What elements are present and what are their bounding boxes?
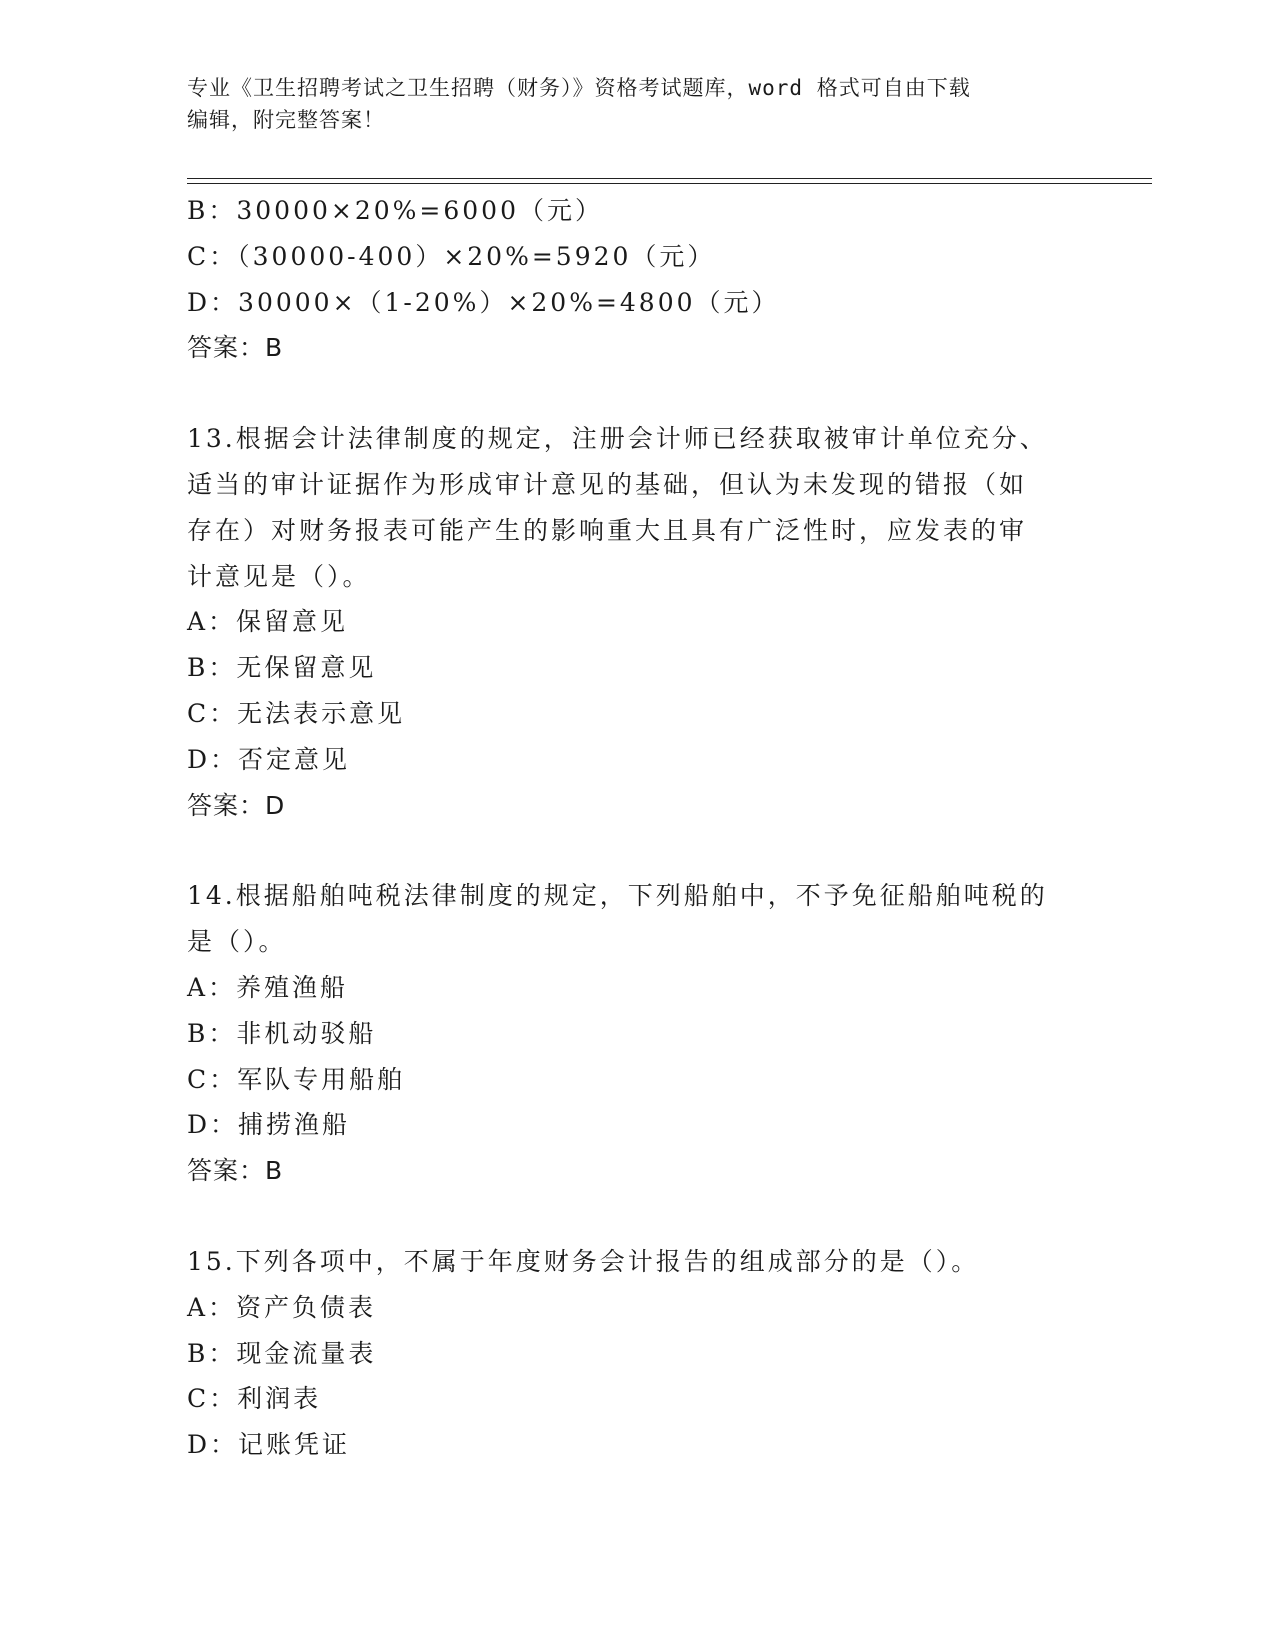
question-content — [187, 188, 1087, 1468]
prev-question — [187, 188, 1087, 371]
question-stem-line: 存在）对财务报表可能产生的影响重大且具有广泛性时，应发表的审 — [187, 515, 1028, 545]
question-stem-line: 15.下列各项中，不属于年度财务会计报告的组成部分的是（）。 — [187, 1246, 980, 1276]
option-a: A：养殖渔船 — [187, 972, 349, 1002]
option-d: D：否定意见 — [187, 744, 351, 774]
option-d: D：捕捞渔船 — [187, 1110, 351, 1140]
option-c: C：利润表 — [187, 1384, 322, 1414]
option-b: B：无保留意见 — [187, 653, 377, 683]
header-line-1: 专业《卫生招聘考试之卫生招聘（财务）》资格考试题库，word 格式可自由下载 — [187, 76, 971, 100]
answer: 答案：B — [187, 333, 284, 363]
option-b: B：30000×20%=6000（元） — [187, 196, 603, 225]
option-c: C：（30000-400）×20%=5920（元） — [187, 241, 716, 271]
option-d: D：30000×（1-20%）×20%=4800（元） — [187, 287, 780, 317]
question-stem-line: 14.根据船舶吨税法律制度的规定，下列船舶中，不予免征船舶吨税的 — [187, 881, 1048, 911]
option-a: A：保留意见 — [187, 607, 349, 637]
question-stem-line: 计意见是（）。 — [187, 561, 371, 591]
question-stem-line: 是（）。 — [187, 927, 287, 957]
header-divider-bottom — [187, 183, 1152, 184]
option-c: C：军队专用船舶 — [187, 1064, 406, 1094]
spacer — [187, 371, 1087, 416]
question-stem-line: 适当的审计证据作为形成审计意见的基础，但认为未发现的错报（如 — [187, 469, 1028, 499]
document-header — [187, 72, 1087, 136]
header-line-2: 编辑，附完整答案！ — [187, 108, 385, 132]
option-b: B：非机动驳船 — [187, 1018, 377, 1048]
option-b: B：现金流量表 — [187, 1338, 377, 1368]
option-d: D：记账凭证 — [187, 1430, 351, 1460]
question-15 — [187, 1239, 1087, 1468]
question-14 — [187, 873, 1087, 1194]
answer: 答案：D — [187, 790, 286, 820]
spacer — [187, 1194, 1087, 1239]
header-divider-top — [187, 178, 1152, 179]
spacer — [187, 828, 1087, 873]
option-a: A：资产负债表 — [187, 1292, 377, 1322]
question-13 — [187, 416, 1087, 828]
answer: 答案：B — [187, 1156, 284, 1186]
question-stem-line: 13.根据会计法律制度的规定，注册会计师已经获取被审计单位充分、 — [187, 424, 1048, 454]
option-c: C：无法表示意见 — [187, 698, 406, 728]
